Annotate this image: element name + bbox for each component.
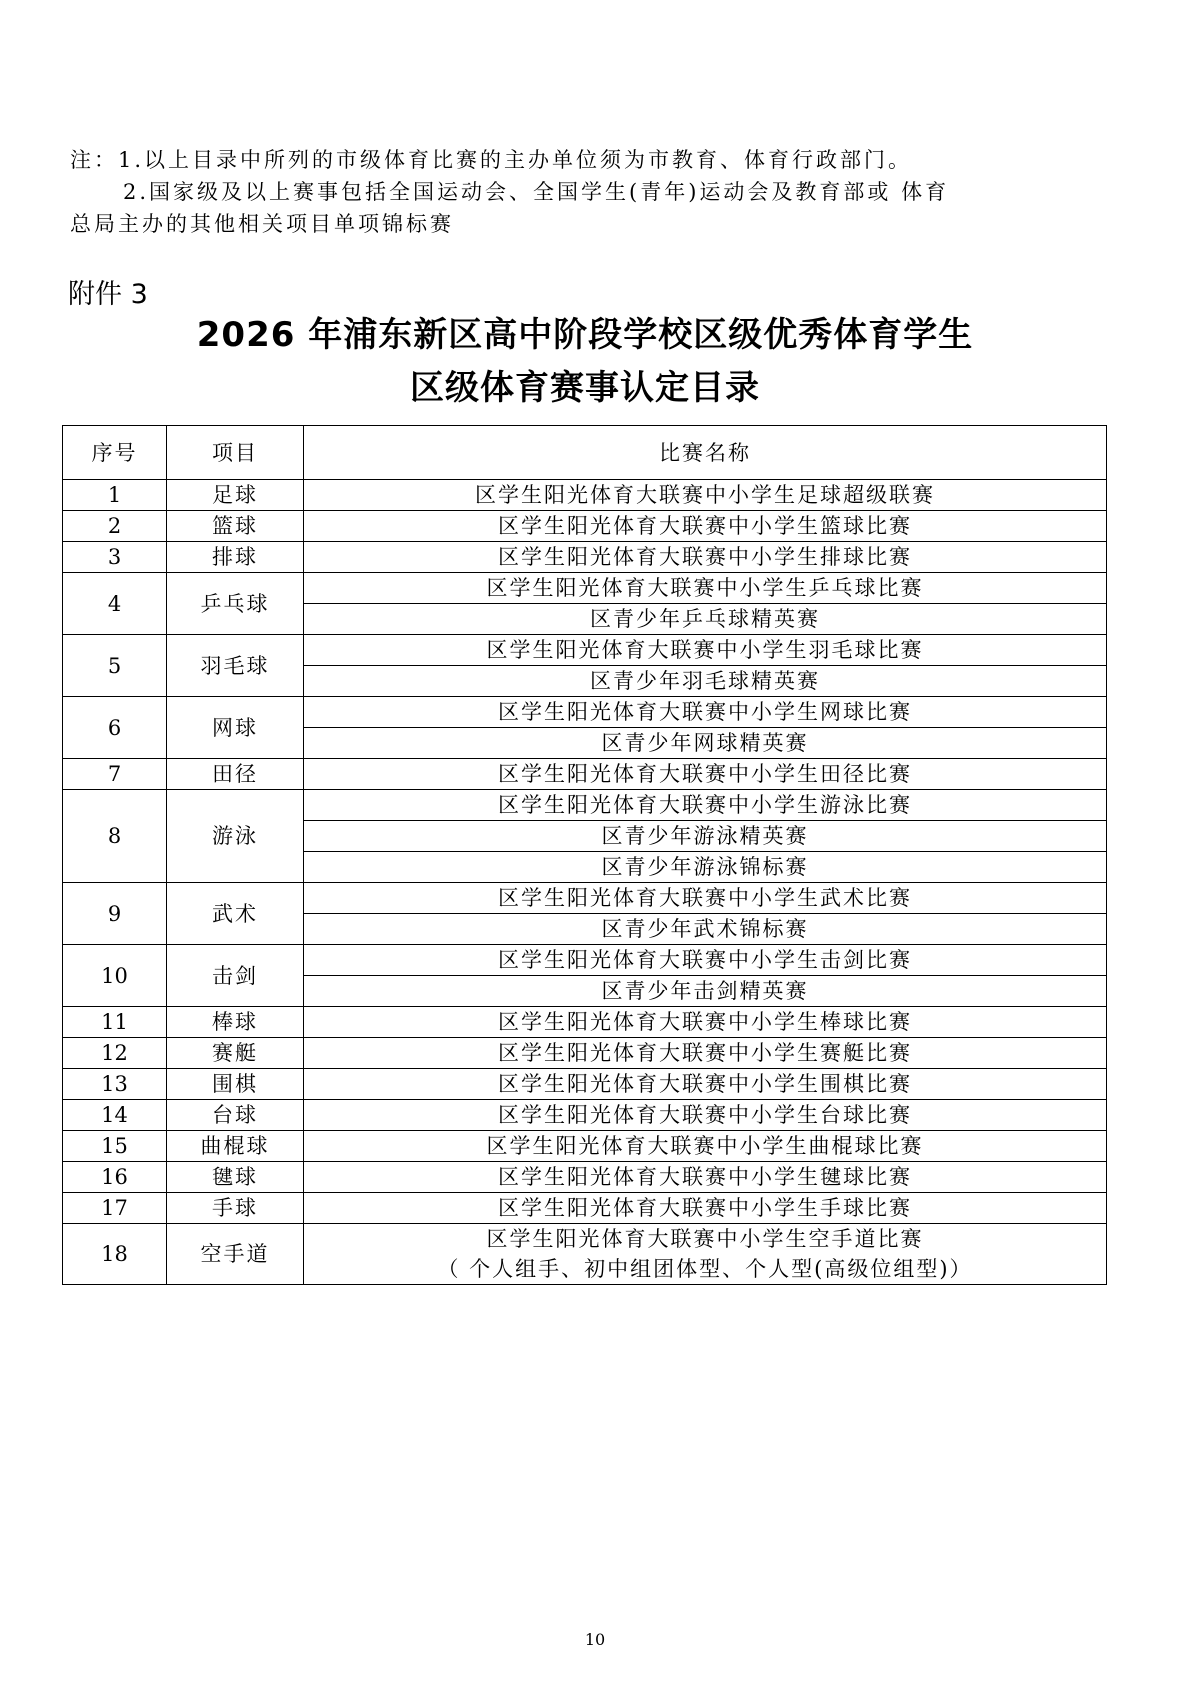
table-row	[63, 759, 1107, 790]
events-table	[62, 425, 1107, 1285]
cell-item: 田径	[167, 759, 304, 790]
cell-number: 17	[63, 1193, 167, 1224]
cell-number: 13	[63, 1069, 167, 1100]
cell-number: 12	[63, 1038, 167, 1069]
cell-number: 2	[63, 511, 167, 542]
cell-number: 8	[63, 790, 167, 883]
cell-item: 赛艇	[167, 1038, 304, 1069]
cell-item: 棒球	[167, 1007, 304, 1038]
table-row	[63, 1131, 1107, 1162]
document-title-line-1: 2026 年浦东新区高中阶段学校区级优秀体育学生	[196, 315, 974, 355]
table-row	[63, 1007, 1107, 1038]
cell-item: 羽毛球	[167, 635, 304, 697]
cell-item: 网球	[167, 697, 304, 759]
cell-competition-name: 区青少年羽毛球精英赛	[304, 666, 1107, 697]
table-row	[63, 883, 1107, 914]
cell-competition-name: 区学生阳光体育大联赛中小学生击剑比赛	[304, 945, 1107, 976]
header-competition-name: 比赛名称	[304, 426, 1107, 480]
cell-number: 4	[63, 573, 167, 635]
cell-number: 15	[63, 1131, 167, 1162]
cell-competition-name: 区学生阳光体育大联赛中小学生台球比赛	[304, 1100, 1107, 1131]
cell-item: 围棋	[167, 1069, 304, 1100]
header-item: 项目	[167, 426, 304, 480]
competition-name-note: （ 个人组手、初中组团体型、个人型(高级位组型)）	[437, 1257, 973, 1281]
cell-competition-name: 区学生阳光体育大联赛中小学生游泳比赛	[304, 790, 1107, 821]
table-body	[63, 480, 1107, 1285]
cell-item: 游泳	[167, 790, 304, 883]
cell-number: 5	[63, 635, 167, 697]
table-row	[63, 790, 1107, 821]
table-row	[63, 1100, 1107, 1131]
cell-competition-name: 区学生阳光体育大联赛中小学生乒乓球比赛	[304, 573, 1107, 604]
cell-item: 曲棍球	[167, 1131, 304, 1162]
table-row	[63, 635, 1107, 666]
cell-item: 手球	[167, 1193, 304, 1224]
cell-number: 1	[63, 480, 167, 511]
cell-number: 11	[63, 1007, 167, 1038]
cell-competition-name: 区学生阳光体育大联赛中小学生田径比赛	[304, 759, 1107, 790]
cell-number: 18	[63, 1224, 167, 1285]
cell-competition-name: 区学生阳光体育大联赛中小学生赛艇比赛	[304, 1038, 1107, 1069]
table-row	[63, 1162, 1107, 1193]
cell-item: 台球	[167, 1100, 304, 1131]
table-row	[63, 480, 1107, 511]
cell-competition-name: 区学生阳光体育大联赛中小学生围棋比赛	[304, 1069, 1107, 1100]
notes	[70, 144, 1070, 240]
cell-competition-name: 区青少年武术锦标赛	[304, 914, 1107, 945]
cell-competition-name: 区青少年游泳精英赛	[304, 821, 1107, 852]
cell-competition-name: 区学生阳光体育大联赛中小学生排球比赛	[304, 542, 1107, 573]
cell-item: 毽球	[167, 1162, 304, 1193]
page-number: 10	[584, 1630, 606, 1649]
cell-competition-name: 区学生阳光体育大联赛中小学生网球比赛	[304, 697, 1107, 728]
cell-competition-name	[304, 1224, 1107, 1285]
cell-item: 武术	[167, 883, 304, 945]
cell-number: 9	[63, 883, 167, 945]
cell-competition-name: 区学生阳光体育大联赛中小学生足球超级联赛	[304, 480, 1107, 511]
cell-competition-name: 区学生阳光体育大联赛中小学生武术比赛	[304, 883, 1107, 914]
table-row	[63, 511, 1107, 542]
cell-competition-name: 区学生阳光体育大联赛中小学生手球比赛	[304, 1193, 1107, 1224]
table-row	[63, 542, 1107, 573]
cell-item: 排球	[167, 542, 304, 573]
cell-competition-name: 区青少年击剑精英赛	[304, 976, 1107, 1007]
cell-number: 10	[63, 945, 167, 1007]
cell-number: 6	[63, 697, 167, 759]
cell-item: 空手道	[167, 1224, 304, 1285]
competition-name-text: 区学生阳光体育大联赛中小学生空手道比赛	[486, 1227, 924, 1251]
table-header-row	[63, 426, 1107, 480]
table-row	[63, 1224, 1107, 1285]
cell-competition-name: 区学生阳光体育大联赛中小学生毽球比赛	[304, 1162, 1107, 1193]
table-row	[63, 697, 1107, 728]
table-row	[63, 1193, 1107, 1224]
table-row	[63, 1038, 1107, 1069]
cell-competition-name: 区学生阳光体育大联赛中小学生羽毛球比赛	[304, 635, 1107, 666]
cell-number: 7	[63, 759, 167, 790]
cell-number: 3	[63, 542, 167, 573]
cell-competition-name: 区青少年游泳锦标赛	[304, 852, 1107, 883]
table-row	[63, 945, 1107, 976]
cell-item: 乒乓球	[167, 573, 304, 635]
note-1: 注：1.以上目录中所列的市级体育比赛的主办单位须为市教育、体育行政部门。	[70, 148, 913, 172]
cell-item: 击剑	[167, 945, 304, 1007]
cell-number: 16	[63, 1162, 167, 1193]
cell-number: 14	[63, 1100, 167, 1131]
header-number: 序号	[63, 426, 167, 480]
note-2: 2.国家级及以上赛事包括全国运动会、全国学生(青年)运动会及教育部或 体育	[123, 180, 950, 204]
cell-competition-name: 区学生阳光体育大联赛中小学生曲棍球比赛	[304, 1131, 1107, 1162]
cell-item: 篮球	[167, 511, 304, 542]
table-row	[63, 1069, 1107, 1100]
cell-competition-name: 区青少年网球精英赛	[304, 728, 1107, 759]
note-2-continued: 总局主办的其他相关项目单项锦标赛	[70, 212, 454, 236]
cell-competition-name: 区学生阳光体育大联赛中小学生棒球比赛	[304, 1007, 1107, 1038]
cell-competition-name: 区学生阳光体育大联赛中小学生篮球比赛	[304, 511, 1107, 542]
table-row	[63, 573, 1107, 604]
document-title-line-2: 区级体育赛事认定目录	[410, 368, 760, 408]
attachment-label: 附件 3	[68, 279, 148, 310]
cell-competition-name: 区青少年乒乓球精英赛	[304, 604, 1107, 635]
cell-item: 足球	[167, 480, 304, 511]
